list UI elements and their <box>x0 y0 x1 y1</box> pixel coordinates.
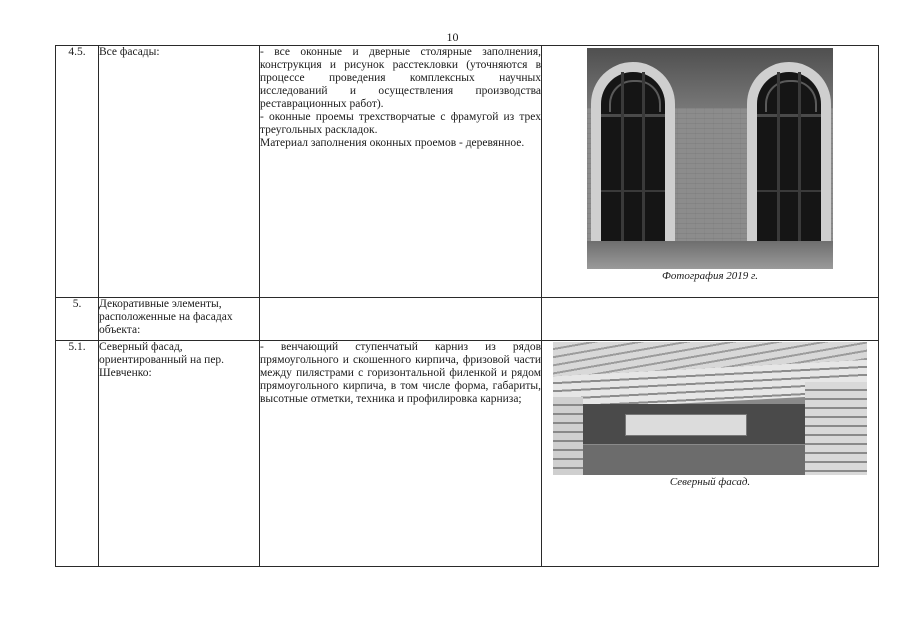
element-description <box>260 341 542 567</box>
table-row <box>56 298 879 341</box>
cornice-photo <box>553 342 867 475</box>
row-number: 5.1. <box>56 341 99 567</box>
protection-subject-table <box>55 45 879 567</box>
table-row <box>56 46 879 298</box>
description-paragraph: - оконные проемы трехстворчатые с фрамугой из трех треугольных раскладок. <box>260 111 541 136</box>
description-paragraph: - все оконные и дверные столярные заполнения, конструкция и рисунок расстекловки (уточняются в процессе проведения комплексных научных исследований и осуществления производства реставрационных работ). <box>260 46 541 110</box>
row-number: 5. <box>56 298 99 341</box>
photo-caption: Северный фасад. <box>669 476 751 488</box>
table-row <box>56 341 879 567</box>
page-number: 10 <box>446 30 459 44</box>
photo-cell <box>542 298 879 341</box>
element-name: Все фасады: <box>99 46 260 298</box>
row-number: 4.5. <box>56 46 99 298</box>
arched-windows-photo <box>587 48 833 269</box>
photo-cell <box>542 46 879 298</box>
photo-caption: Фотография 2019 г. <box>662 270 758 282</box>
photo-cell <box>542 341 879 567</box>
element-description <box>260 298 542 341</box>
description-paragraph: - венчающий ступенчатый карниз из рядов прямоугольного и скошенного кирпича, фризовой части между пилястрами с горизонтальной филенкой и рядом прямоугольного кирпича, в том числе форма, габариты, высотные отметки, техника и профилировка карниза; <box>260 341 541 405</box>
element-name: Декоративные элементы, расположенные на фасадах объекта: <box>99 298 260 341</box>
element-name: Северный фасад, ориентированный на пер. Шевченко: <box>99 341 260 567</box>
description-paragraph: Материал заполнения оконных проемов - деревянное. <box>260 137 525 149</box>
element-description <box>260 46 542 298</box>
